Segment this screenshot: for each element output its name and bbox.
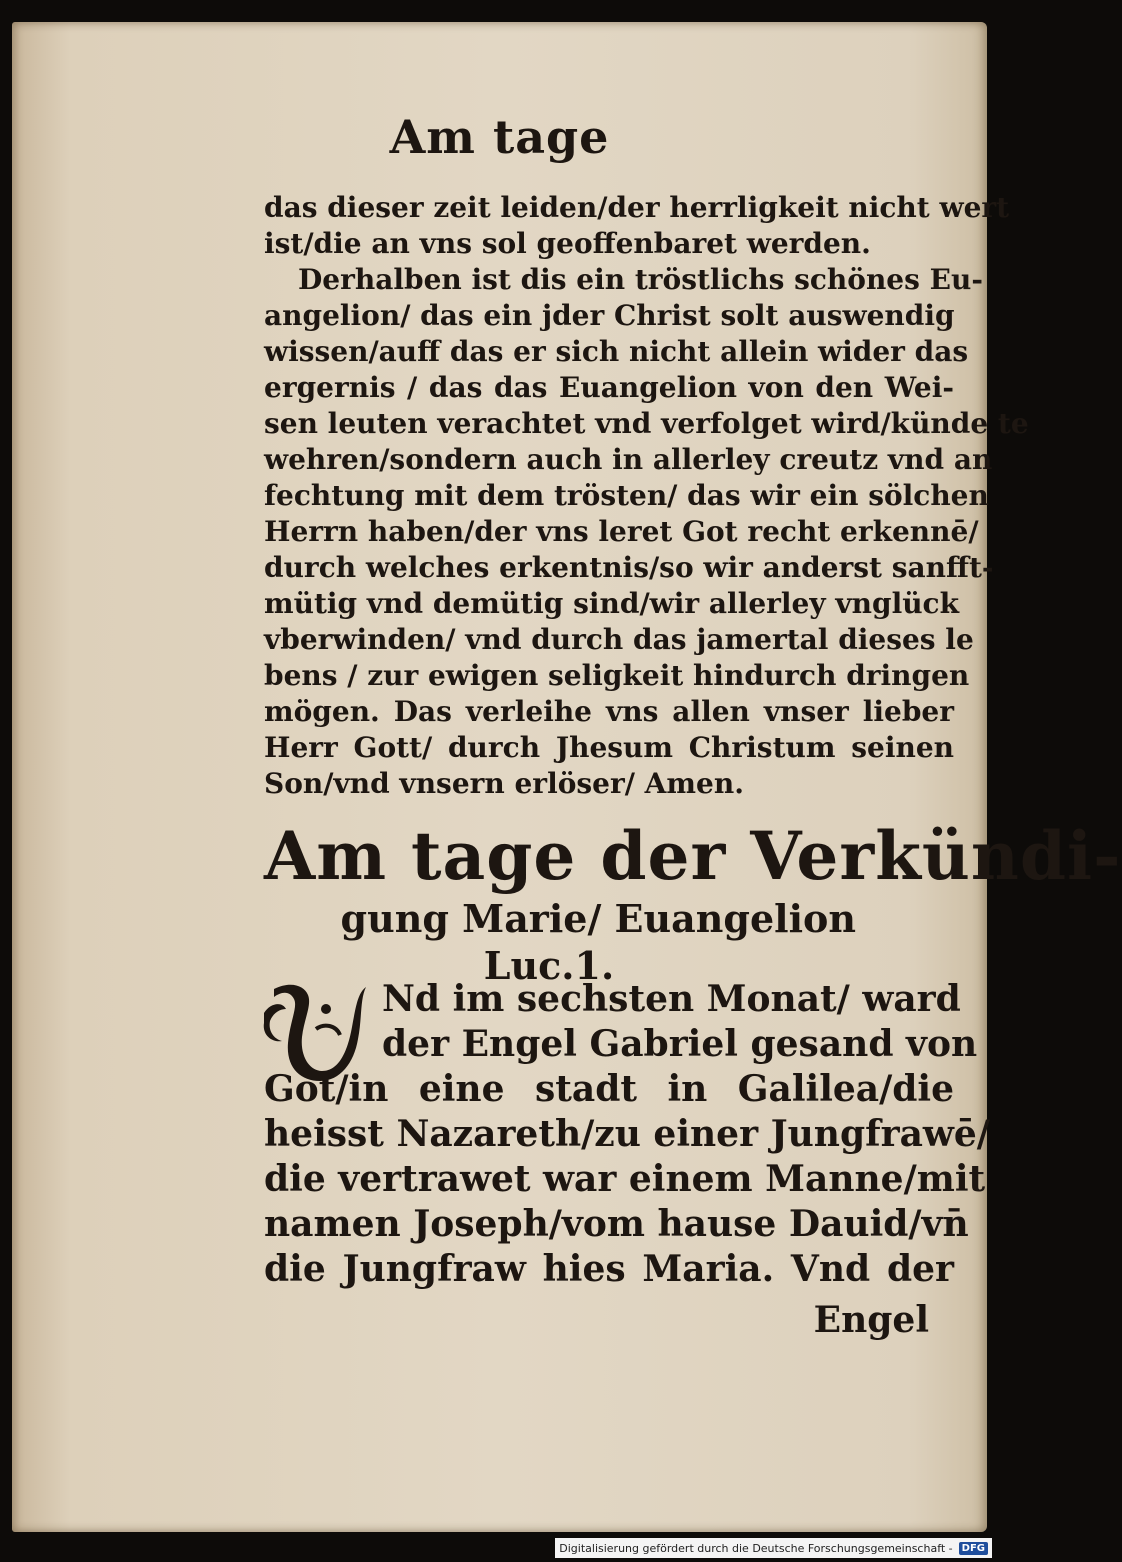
text-line: Derhalben ist dis ein tröstlichs schönes Eu- [298, 263, 983, 296]
gospel-line: namen Joseph/vom hause Dauid/vn̄ [264, 1203, 969, 1245]
text-line: Herrn haben/der vns leret Got recht erkennē/ [264, 515, 979, 548]
gospel-text [264, 977, 990, 1292]
text-line: mütig vnd demütig sind/wir allerley vnglück [264, 587, 960, 620]
gospel-line: heisst Nazareth/zu einer Jungfrawē/ [264, 1113, 990, 1155]
digitization-footer [555, 1538, 992, 1558]
svg-text:V: V [315, 1063, 317, 1064]
gospel-line: Got/in eine stadt in Galilea/die [264, 1068, 954, 1110]
text-line: fechtung mit dem trösten/ das wir ein sölchen [264, 479, 989, 512]
text-line: wehren/sondern auch in allerley creutz vnd an [264, 443, 993, 476]
text-line: angelion/ das ein jder Christ solt auswendig [264, 299, 955, 332]
section-heading-line1: Am tage der Verkündi- [264, 817, 1122, 895]
text-line: das dieser zeit leiden/der herrligkeit nicht wert [264, 191, 1010, 224]
gospel-line: Nd im sechsten Monat/ ward [382, 978, 961, 1020]
gospel-line: die vertrawet war einem Manne/mit [264, 1158, 986, 1200]
text-line: sen leuten verachtet vnd verfolget wird/künde te [264, 407, 1029, 440]
section-heading-line2: gung Marie/ Euangelion [340, 896, 856, 941]
text-line: mögen. Das verleihe vns allen vnser lieber [264, 695, 954, 728]
book-page [12, 22, 1122, 1532]
section-heading [264, 817, 1122, 988]
text-line: ist/die an vns sol geoffenbaret werden. [264, 227, 871, 260]
running-head: Am tage [389, 110, 610, 164]
section-heading-reference: Luc.1. [483, 943, 615, 988]
dfg-logo: DFG [959, 1542, 988, 1555]
catchword: Engel [813, 1299, 929, 1341]
text-line: wissen/auff das er sich nicht allein wider das [264, 335, 969, 368]
paragraph-block [264, 190, 1029, 802]
gospel-line: der Engel Gabriel gesand von [382, 1023, 978, 1065]
text-line: Son/vnd vnsern erlöser/ Amen. [264, 767, 744, 800]
text-line: vberwinden/ vnd durch das jamertal dieses le [264, 623, 974, 656]
text-line: durch welches erkentnis/so wir anderst sanfft- [264, 551, 994, 584]
footer-text: Digitalisierung gefördert durch die Deutsche Forschungsgemeinschaft - [559, 1541, 953, 1555]
text-line: bens / zur ewigen seligkeit hindurch dringen [264, 659, 970, 692]
text-line: ergernis / das das Euangelion von den Wei- [264, 371, 954, 404]
gospel-line: die Jungfraw hies Maria. Vnd der [264, 1248, 954, 1290]
text-line: Herr Gott/ durch Jhesum Christum seinen [264, 731, 954, 764]
